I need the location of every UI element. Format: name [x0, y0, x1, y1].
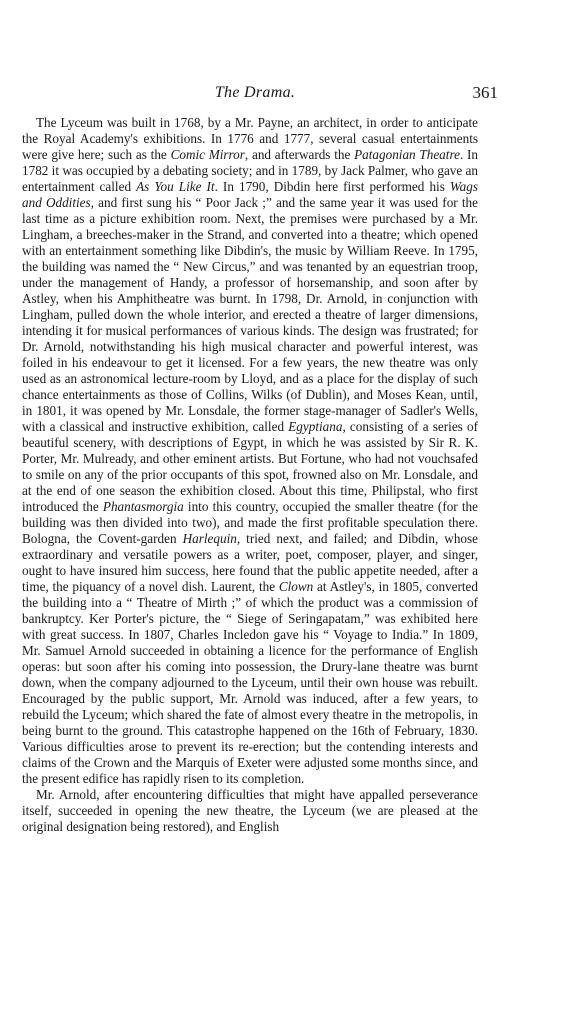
italic-text: Patagonian Theatre: [354, 147, 460, 162]
text-run: , and first sung his “ Poor Jack ;” and the same year it was used for the last time as a picture exhibition room. Next, the premises were purchased by a Mr. Lingham, a breeches-maker in the Strand, and converted into a theatre; which opened with an entertainment something like Dibdin's, the music by William Reeve. In 1795, the building was named the “ New Circus,” and was tenanted by an equestrian troop, under the management of Handy, a professor of horsemanship, and soon after by Astley, when his Amphitheatre was burnt. In 1798, Dr. Arnold, in conjunction with Lingham, pulled down the whole interior, and erected a theatre of larger dimensions, intending it for musical performances of various kinds. The design was frustrated; for Dr. Arnold, notwithstanding his high musical character and powerful interest, was foiled in his endeavour to get it licensed. For a few years, the new theatre was only used as an astronomical lecture-room by Lloyd, and as a place for the display of such chance entertainments as those of Collins, Wilks (of Dublin), and Moses Kean, until, in 1801, it was opened by Mr. Lonsdale, the former stage-manager of Sadler's Wells, with a classical and instructive exhibition, called: [22, 195, 478, 434]
italic-text: As You Like It: [136, 179, 215, 194]
text-run: The Lyceum was built in 1768, by a Mr. Payne, an architect, in order to anticipate the Royal Academy's exhibitions. In 1776 and 1777, several casual entertainments were give here; such as the: [22, 115, 478, 162]
italic-text: Comic Mirror: [170, 147, 245, 162]
text-run: at Astley's, in 1805, converted the building into a “ Theatre of Mirth ;” of which the product was a commission of bankruptcy. Ker Porter's picture, the “ Siege of Seringapatam,” was exhibited here with great success. In 1807, Charles Incledon gave his “ Voyage to India.” In 1809, Mr. Samuel Arnold succeeded in obtaining a licence for the performance of English operas: but soon after his coming into possession, the Drury-lane theatre was burnt down, when the company adjourned to the Lyceum, until their own house was rebuilt. Encouraged by the public support, Mr. Arnold was induced, after a few years, to rebuild the Lyceum; which shared the fate of almost every theatre in the metropolis, in being burnt to the ground. This catastrophe happened on the 16th of February, 1830. Various difficulties arose to prevent its re-erection; but the contending interests and claims of the Crown and the Marquis of Exeter were adjusted some months since, and the present edifice has rapidly risen to its completion.: [22, 579, 479, 786]
text-run: , and afterwards the: [244, 147, 355, 162]
italic-text: Harlequin: [182, 531, 237, 546]
paragraph: [22, 787, 478, 835]
italic-text: Egyptiana: [288, 419, 343, 434]
text-run: Mr. Arnold, after encountering difficulties that might have appalled perseverance itself, succeeded in opening the new theatre, the Lyceum (we are pleased at the original designation being restored), and English: [22, 787, 478, 834]
running-head: [22, 83, 498, 104]
italic-text: Wags and Oddities: [22, 179, 478, 210]
text-run: into this country, occupied the smaller theatre (for the building was then divided into two), and made the first profitable speculation there. Bologna, the Covent-garden: [22, 499, 478, 546]
paragraph: [22, 115, 478, 787]
italic-text: Clown: [278, 579, 314, 594]
running-title: The Drama.: [214, 84, 296, 101]
italic-text: Phantasmorgia: [102, 499, 184, 514]
text-run: . In 1790, Dibdin here first performed his: [214, 179, 450, 194]
page-number: 361: [472, 83, 498, 102]
text-run: . In 1782 it was occupied by a debating society; and in 1789, by Jack Palmer, who gave an entertainment called: [22, 147, 478, 194]
body-text: [22, 115, 478, 835]
text-run: , consisting of a series of beautiful scenery, with descriptions of Egypt, in which he was assisted by Sir R. K. Porter, Mr. Mulready, and other eminent artists. But Fortune, who had not vouchsafed to smile on any of the prior occupants of this spot, frowned also on Mr. Lonsdale, and at the end of one season the exhibition closed. About this time, Philipstal, who first introduced the: [22, 419, 478, 514]
text-run: , tried next, and failed; and Dibdin, whose extraordinary and versatile powers as a writer, poet, composer, player, and singer, ought to have insured him success, here found that the public appetite needed, after a time, the piquancy of a novel dish. Laurent, the: [22, 531, 479, 594]
